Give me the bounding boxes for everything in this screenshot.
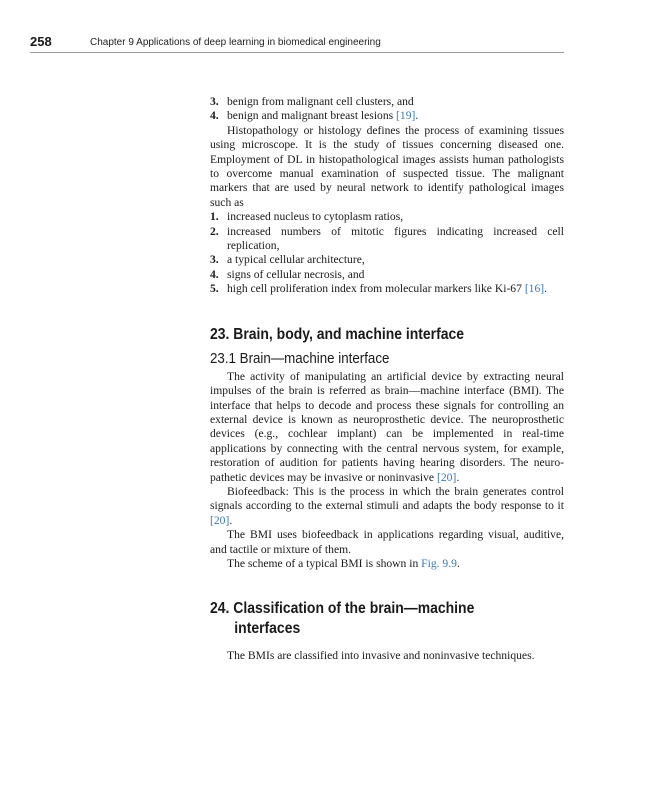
list-item: 3. benign from malignant cell clusters, and <box>210 95 414 108</box>
scheme-paragraph: The scheme of a typical BMI is shown in Fig. 9.9. <box>227 556 460 570</box>
list-item: 2. increased numbers of mitotic figures indicating increased cell replication, <box>210 224 564 253</box>
running-header <box>30 36 564 53</box>
list-item: 1. increased nucleus to cytoplasm ratios, <box>210 210 404 224</box>
list-item: 4. benign and malignant breast lesions [19]. <box>210 109 419 123</box>
biofeedback-paragraph: Biofeedback: This is the process in which the brain generates control signals according to the external stimuli and adapts the body response to it [20]. <box>210 484 564 527</box>
subsection-23-1-heading: 23.1 Brain—machine interface <box>210 350 390 367</box>
section-24-heading: 24. Classification of the brain—machine interfaces <box>210 600 475 638</box>
citation-link[interactable]: [20] <box>436 470 457 484</box>
classification-paragraph: The BMIs are classified into invasive and noninvasive techniques. <box>227 649 535 663</box>
citation-link[interactable]: [19] <box>396 109 416 123</box>
list-item: 3. a typical cellular architecture, <box>210 253 365 267</box>
bmi-uses-paragraph: The BMI uses biofeedback in applications regarding visual, auditive, and tactile or mixture of them. <box>210 528 564 556</box>
citation-link[interactable]: [16] <box>524 282 545 296</box>
body-text <box>210 95 564 664</box>
list-item: 5. high cell proliferation index from molecular markers like Ki-67 [16]. <box>210 282 548 296</box>
figure-link[interactable]: Fig. 9.9 <box>421 556 457 570</box>
running-title: Chapter 9 Applications of deep learning in biomedical engineering <box>90 37 381 48</box>
page-number: 258 <box>30 34 52 49</box>
citation-link[interactable]: [20] <box>210 513 230 527</box>
histopathology-paragraph: Histopathology or histology defines the process of examining tissues using microscope. It is the study of tissues concerning diseased one. Employment of DL in histopathological images assists human pathologists to overcome manual examination of suspected tissue. The malignant markers that are used by neural network to identify pathological images such as <box>210 123 564 209</box>
list-item: 4. signs of cellular necrosis, and <box>210 267 365 281</box>
bmi-paragraph: The activity of manipulating an artificial device by extracting neural impulses of the brain is referred as brain—machine interface (BMI). The interface that helps to decode and process these signals for controlling an external device is known as neuroprosthetic device. The neuroprosthetic devices (e.g., cochlear implant) can be implemented in real-time applications by connecting with the central nervous system, for example, restoration of audition for patients having hearing disorders. The neuropathetic devices may be invasive or noninvasive [20]. <box>210 369 564 484</box>
section-23-heading: 23. Brain, body, and machine interface <box>210 325 465 343</box>
